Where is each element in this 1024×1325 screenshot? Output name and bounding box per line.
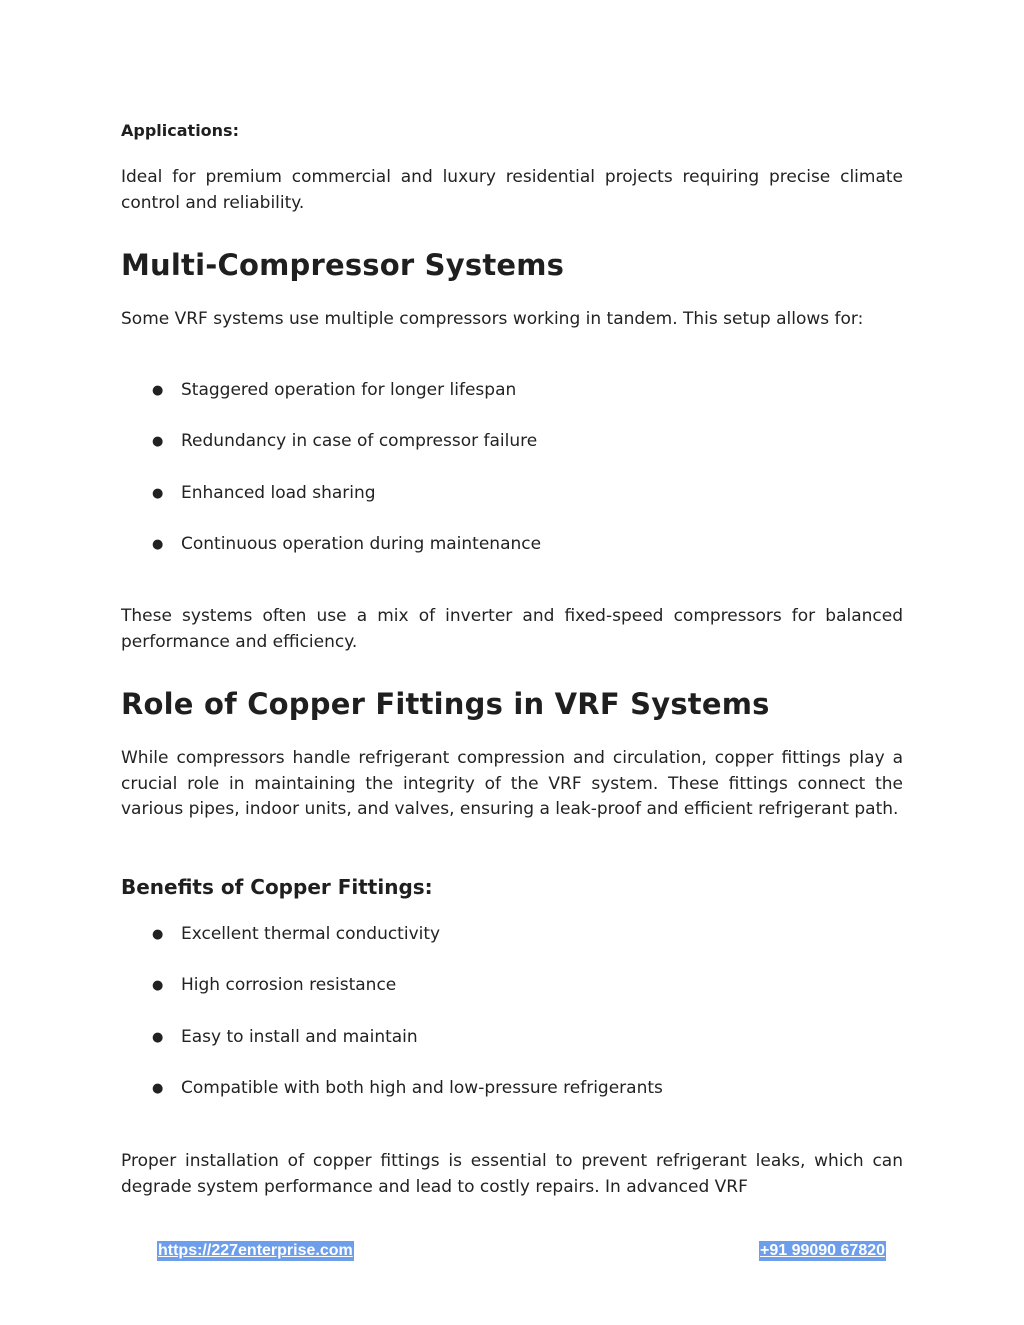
list-item bbox=[152, 534, 541, 554]
list-item-text: Easy to install and maintain bbox=[181, 1027, 418, 1047]
bullet-icon: ● bbox=[152, 434, 164, 449]
copper-fittings-outro: Proper installation of copper fittings is essential to prevent refrigerant leaks, which can degrade system performance and lead to costly repairs. In advanced VRF bbox=[121, 1151, 903, 1197]
list-item bbox=[152, 1078, 663, 1098]
list-item bbox=[152, 924, 440, 944]
copper-fittings-intro: While compressors handle refrigerant compression and circulation, copper fittings play a crucial role in maintaining the integrity of the VRF system. These fittings connect the various pipes, indoor units, and valves, ensuring a leak-proof and efficient refrigerant path. bbox=[121, 748, 903, 819]
list-item-text: Continuous operation during maintenance bbox=[181, 534, 542, 554]
bullet-icon: ● bbox=[152, 383, 164, 398]
list-item-text: Excellent thermal conductivity bbox=[181, 924, 441, 944]
bullet-icon: ● bbox=[152, 1081, 164, 1096]
list-item bbox=[152, 431, 537, 451]
multi-compressor-intro: Some VRF systems use multiple compressors working in tandem. This setup allows for: bbox=[121, 309, 864, 329]
multi-compressor-outro: These systems often use a mix of inverter and fixed-speed compressors for balanced performance and efficiency. bbox=[121, 606, 903, 652]
applications-paragraph: Ideal for premium commercial and luxury residential projects requiring precise climate control and reliability. bbox=[121, 167, 903, 213]
bullet-icon: ● bbox=[152, 927, 164, 942]
website-link[interactable]: https://227enterprise.com bbox=[158, 1242, 353, 1259]
list-item-text: Staggered operation for longer lifespan bbox=[181, 380, 517, 400]
phone-link[interactable]: +91 99090 67820 bbox=[760, 1242, 886, 1259]
list-item bbox=[152, 1027, 418, 1047]
list-item bbox=[152, 483, 376, 503]
benefits-heading: Benefits of Copper Fittings: bbox=[121, 875, 433, 899]
bullet-icon: ● bbox=[152, 978, 164, 993]
bullet-icon: ● bbox=[152, 486, 164, 501]
list-item-text: Compatible with both high and low-pressure refrigerants bbox=[181, 1078, 663, 1098]
list-item bbox=[152, 380, 516, 400]
applications-heading: Applications: bbox=[121, 121, 239, 140]
multi-compressor-heading: Multi-Compressor Systems bbox=[121, 248, 565, 282]
bullet-icon: ● bbox=[152, 1030, 164, 1045]
list-item bbox=[152, 975, 396, 995]
list-item-text: Redundancy in case of compressor failure bbox=[181, 431, 538, 451]
list-item-text: High corrosion resistance bbox=[181, 975, 397, 995]
copper-fittings-heading: Role of Copper Fittings in VRF Systems bbox=[121, 687, 770, 721]
bullet-icon: ● bbox=[152, 537, 164, 552]
list-item-text: Enhanced load sharing bbox=[181, 483, 376, 503]
